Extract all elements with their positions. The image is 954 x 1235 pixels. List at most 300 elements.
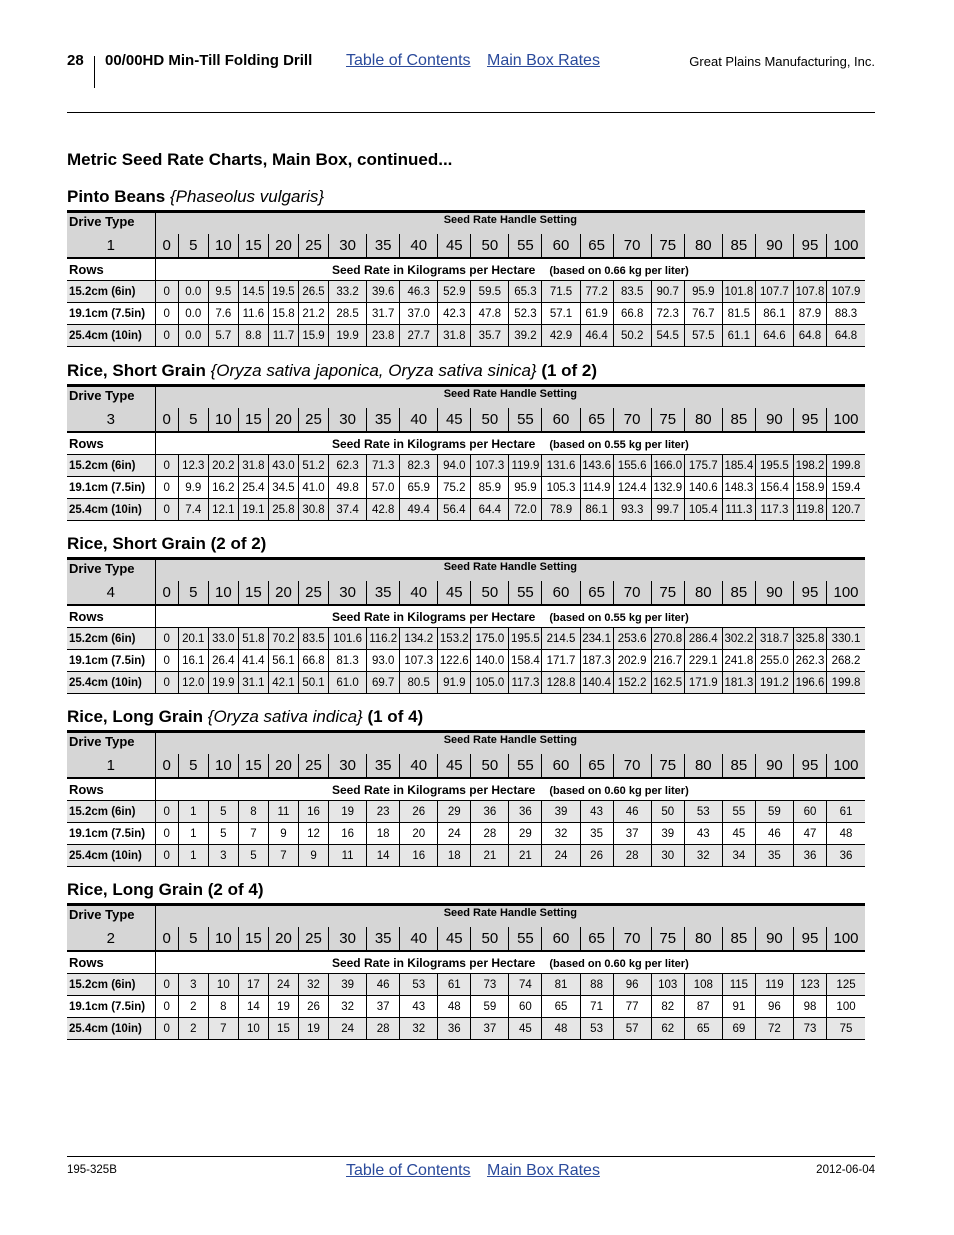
rate-cell: 162.5: [651, 672, 684, 694]
rate-cell: 120.7: [827, 499, 865, 521]
rate-cell: 37: [613, 823, 651, 845]
handle-setting-value: 45: [438, 581, 471, 605]
header-row-drive-type: [67, 559, 865, 582]
seed-rate-table: [67, 903, 865, 1040]
rate-cell: 82: [651, 996, 684, 1018]
row-spacing-label: 19.1cm (7.5in): [67, 996, 155, 1018]
rate-cell: 42.1: [268, 672, 298, 694]
handle-setting-value: 35: [367, 754, 400, 778]
rate-cell: 16: [298, 801, 328, 823]
rate-cell: 36: [509, 801, 542, 823]
rate-cell: 2: [178, 1018, 208, 1040]
rate-header-label: Seed Rate in Kilograms per Hectare: [331, 955, 536, 970]
header-rule: [67, 112, 875, 113]
handle-setting-value: 0: [155, 408, 178, 432]
rate-cell: 86.1: [580, 499, 613, 521]
handle-setting-value: 5: [178, 408, 208, 432]
rate-cell: 14: [238, 996, 268, 1018]
handle-setting-value: 55: [509, 927, 542, 951]
document-title: 00/00HD Min-Till Folding Drill: [105, 52, 313, 69]
seed-rate-table: [67, 730, 865, 867]
rate-cell: 140.4: [580, 672, 613, 694]
rate-cell: 5: [238, 845, 268, 867]
rate-cell: 32: [329, 996, 367, 1018]
handle-setting-value: 50: [471, 754, 509, 778]
handle-setting-value: 85: [722, 927, 755, 951]
rate-cell: 195.5: [755, 455, 793, 477]
rate-cell: 158.9: [793, 477, 826, 499]
table-row: [67, 1018, 865, 1040]
publication-date: 2012-06-04: [816, 1164, 875, 1176]
rate-cell: 96: [755, 996, 793, 1018]
rate-cell: 39.2: [509, 325, 542, 347]
rate-cell: 8: [208, 996, 238, 1018]
rate-cell: 50.2: [613, 325, 651, 347]
rate-cell: 216.7: [651, 650, 684, 672]
handle-setting-value: 25: [298, 234, 328, 258]
rate-cell: 119: [755, 974, 793, 996]
rate-cell: 0: [155, 1018, 178, 1040]
rate-cell: 37.4: [329, 499, 367, 521]
table-title-name: Rice, Long Grain: [67, 707, 204, 726]
handle-setting-value: 80: [684, 927, 722, 951]
rate-cell: 53: [684, 801, 722, 823]
rate-cell: 12: [298, 823, 328, 845]
rate-cell: 34.5: [268, 477, 298, 499]
seed-density-basis: (based on 0.60 kg per liter): [549, 957, 689, 970]
rate-cell: 95.9: [509, 477, 542, 499]
rate-cell: 107.9: [827, 281, 865, 303]
rate-cell: 19.9: [329, 325, 367, 347]
rate-cell: 5: [208, 801, 238, 823]
handle-setting-value: 35: [367, 408, 400, 432]
rate-cell: 12.1: [208, 499, 238, 521]
rate-cell: 51.8: [238, 628, 268, 650]
handle-setting-value: 40: [400, 927, 438, 951]
rate-cell: 32: [400, 1018, 438, 1040]
rate-cell: 255.0: [755, 650, 793, 672]
table-row: [67, 823, 865, 845]
table-row: [67, 303, 865, 325]
rate-cell: 171.7: [542, 650, 580, 672]
rate-cell: 28: [613, 845, 651, 867]
rate-cell: 117.3: [755, 499, 793, 521]
rate-cell: 31.1: [238, 672, 268, 694]
rate-cell: 62: [651, 1018, 684, 1040]
rate-cell: 196.6: [793, 672, 826, 694]
row-spacing-label: 19.1cm (7.5in): [67, 303, 155, 325]
rate-cell: 124.4: [613, 477, 651, 499]
rate-cell: 90.7: [651, 281, 684, 303]
table-title: [67, 707, 423, 727]
rate-cell: 33.0: [208, 628, 238, 650]
handle-setting-value: 75: [651, 581, 684, 605]
rate-cell: 199.8: [827, 455, 865, 477]
handle-setting-value: 80: [684, 754, 722, 778]
rate-cell: 152.2: [613, 672, 651, 694]
rate-cell: 91.9: [438, 672, 471, 694]
rate-cell: 29: [509, 823, 542, 845]
footer-table-of-contents-link[interactable]: Table of Contents: [346, 1162, 471, 1179]
rate-cell: 82.3: [400, 455, 438, 477]
rate-cell: 74: [509, 974, 542, 996]
handle-setting-value: 95: [793, 234, 826, 258]
rate-cell: 21: [509, 845, 542, 867]
handle-setting-value: 55: [509, 234, 542, 258]
rate-cell: 43: [580, 801, 613, 823]
header-row-settings: [67, 408, 865, 432]
rate-cell: 0.0: [178, 303, 208, 325]
rate-cell: 62.3: [329, 455, 367, 477]
handle-setting-value: 15: [238, 408, 268, 432]
rate-cell: 65.9: [400, 477, 438, 499]
rate-cell: 0: [155, 801, 178, 823]
rate-cell: 175.7: [684, 455, 722, 477]
rate-cell: 65: [684, 1018, 722, 1040]
table-title: [67, 880, 264, 900]
handle-setting-value: 65: [580, 234, 613, 258]
rate-cell: 59: [755, 801, 793, 823]
rate-cell: 302.2: [722, 628, 755, 650]
handle-setting-value: 65: [580, 754, 613, 778]
header-row-settings: [67, 581, 865, 605]
rate-cell: 26: [298, 996, 328, 1018]
rate-cell: 61.0: [329, 672, 367, 694]
main-box-rates-link[interactable]: Main Box Rates: [487, 52, 600, 69]
rate-cell: 19: [329, 801, 367, 823]
rate-cell: 107.3: [471, 455, 509, 477]
rate-cell: 73: [471, 974, 509, 996]
rate-cell: 119.8: [793, 499, 826, 521]
rate-cell: 42.9: [542, 325, 580, 347]
rate-cell: 77.2: [580, 281, 613, 303]
seed-density-basis: (based on 0.66 kg per liter): [549, 264, 689, 277]
rate-cell: 15.8: [268, 303, 298, 325]
handle-setting-value: 5: [178, 754, 208, 778]
table-title-name: Pinto Beans: [67, 187, 166, 206]
rate-cell: 115: [722, 974, 755, 996]
rate-cell: 19.5: [268, 281, 298, 303]
rate-cell: 31.7: [367, 303, 400, 325]
rate-cell: 26: [400, 801, 438, 823]
rate-cell: 46: [367, 974, 400, 996]
rate-cell: 56.4: [438, 499, 471, 521]
drive-type-value: 3: [67, 408, 155, 432]
rate-cell: 187.3: [580, 650, 613, 672]
drive-type-label: Drive Type: [67, 905, 155, 928]
drive-type-label: Drive Type: [67, 732, 155, 755]
handle-setting-value: 80: [684, 581, 722, 605]
rate-cell: 46: [613, 801, 651, 823]
handle-setting-label: Seed Rate Handle Setting: [155, 386, 865, 409]
rate-cell: 39: [329, 974, 367, 996]
rate-cell: 46.4: [580, 325, 613, 347]
rate-cell: 195.5: [509, 628, 542, 650]
rate-cell: 15.9: [298, 325, 328, 347]
rate-cell: 166.0: [651, 455, 684, 477]
handle-setting-value: 60: [542, 408, 580, 432]
rate-cell: 3: [178, 974, 208, 996]
rate-cell: 28: [367, 1018, 400, 1040]
rate-cell: 47: [793, 823, 826, 845]
rate-cell: 35: [580, 823, 613, 845]
rate-cell: 81.5: [722, 303, 755, 325]
handle-setting-value: 55: [509, 754, 542, 778]
rate-cell: 49.4: [400, 499, 438, 521]
handle-setting-value: 35: [367, 927, 400, 951]
header-row-settings: [67, 234, 865, 258]
seed-density-basis: (based on 0.55 kg per liter): [549, 438, 689, 451]
rate-cell: 37.0: [400, 303, 438, 325]
handle-setting-value: 20: [268, 234, 298, 258]
rate-cell: 52.9: [438, 281, 471, 303]
rows-label: Rows: [67, 432, 155, 455]
table-title-name: Rice, Long Grain: [67, 880, 204, 899]
handle-setting-value: 10: [208, 234, 238, 258]
rate-cell: 11: [268, 801, 298, 823]
rate-cell: 32: [542, 823, 580, 845]
rate-cell: 59.5: [471, 281, 509, 303]
rate-cell: 134.2: [400, 628, 438, 650]
rate-cell: 123: [793, 974, 826, 996]
rate-cell: 88: [580, 974, 613, 996]
handle-setting-value: 85: [722, 581, 755, 605]
header-row-drive-type: [67, 212, 865, 235]
rate-cell: 16: [400, 845, 438, 867]
rate-cell: 23.8: [367, 325, 400, 347]
rate-cell: 99.7: [651, 499, 684, 521]
rate-cell: 140.6: [684, 477, 722, 499]
rate-cell: 54.5: [651, 325, 684, 347]
handle-setting-value: 50: [471, 581, 509, 605]
rate-cell: 198.2: [793, 455, 826, 477]
rate-cell: 50.1: [298, 672, 328, 694]
rate-cell: 153.2: [438, 628, 471, 650]
row-spacing-label: 15.2cm (6in): [67, 281, 155, 303]
row-spacing-label: 19.1cm (7.5in): [67, 823, 155, 845]
rate-cell: 36: [793, 845, 826, 867]
table-row: [67, 845, 865, 867]
rate-header: [155, 951, 865, 974]
page-header: [67, 50, 875, 88]
rate-header-label: Seed Rate in Kilograms per Hectare: [331, 436, 536, 451]
rate-cell: 66.8: [298, 650, 328, 672]
handle-setting-value: 65: [580, 408, 613, 432]
handle-setting-label: Seed Rate Handle Setting: [155, 732, 865, 755]
table-of-contents-link[interactable]: Table of Contents: [346, 52, 471, 69]
rate-cell: 105.4: [684, 499, 722, 521]
handle-setting-value: 70: [613, 754, 651, 778]
rate-cell: 158.4: [509, 650, 542, 672]
rate-cell: 47.8: [471, 303, 509, 325]
handle-setting-value: 30: [329, 754, 367, 778]
rate-cell: 318.7: [755, 628, 793, 650]
rate-cell: 107.8: [793, 281, 826, 303]
rate-cell: 270.8: [651, 628, 684, 650]
handle-setting-value: 60: [542, 581, 580, 605]
rate-header: [155, 605, 865, 628]
rate-cell: 116.2: [367, 628, 400, 650]
rate-cell: 0: [155, 974, 178, 996]
rate-cell: 24: [329, 1018, 367, 1040]
rate-cell: 122.6: [438, 650, 471, 672]
rate-cell: 75: [827, 1018, 865, 1040]
rate-cell: 48: [827, 823, 865, 845]
header-row-drive-type: [67, 386, 865, 409]
rate-cell: 20.1: [178, 628, 208, 650]
rate-cell: 202.9: [613, 650, 651, 672]
rate-cell: 191.2: [755, 672, 793, 694]
rate-cell: 60: [793, 801, 826, 823]
rate-cell: 78.9: [542, 499, 580, 521]
rate-cell: 56.1: [268, 650, 298, 672]
rate-cell: 26: [580, 845, 613, 867]
rate-cell: 0: [155, 823, 178, 845]
rate-cell: 42.8: [367, 499, 400, 521]
rate-cell: 42.3: [438, 303, 471, 325]
handle-setting-value: 70: [613, 234, 651, 258]
rate-cell: 100: [827, 996, 865, 1018]
rate-header-label: Seed Rate in Kilograms per Hectare: [331, 609, 536, 624]
handle-setting-value: 30: [329, 581, 367, 605]
table-row: [67, 477, 865, 499]
handle-setting-value: 60: [542, 927, 580, 951]
handle-setting-value: 60: [542, 234, 580, 258]
rate-cell: 175.0: [471, 628, 509, 650]
rate-cell: 325.8: [793, 628, 826, 650]
handle-setting-value: 40: [400, 754, 438, 778]
rate-cell: 105.3: [542, 477, 580, 499]
row-spacing-label: 25.4cm (10in): [67, 1018, 155, 1040]
handle-setting-value: 25: [298, 754, 328, 778]
rate-cell: 35.7: [471, 325, 509, 347]
handle-setting-value: 15: [238, 927, 268, 951]
footer-rule: [67, 1156, 875, 1157]
rate-cell: 105.0: [471, 672, 509, 694]
handle-setting-value: 0: [155, 581, 178, 605]
table-row: [67, 974, 865, 996]
handle-setting-value: 0: [155, 234, 178, 258]
seed-rate-table: [67, 557, 865, 694]
rate-cell: 330.1: [827, 628, 865, 650]
rate-cell: 21.2: [298, 303, 328, 325]
row-spacing-label: 15.2cm (6in): [67, 801, 155, 823]
rate-cell: 69: [722, 1018, 755, 1040]
rate-cell: 19: [268, 996, 298, 1018]
handle-setting-value: 75: [651, 754, 684, 778]
rate-cell: 45: [722, 823, 755, 845]
rate-cell: 66.8: [613, 303, 651, 325]
rate-cell: 132.9: [651, 477, 684, 499]
rate-cell: 53: [400, 974, 438, 996]
rate-header: [155, 778, 865, 801]
table-row: [67, 628, 865, 650]
rate-cell: 75.2: [438, 477, 471, 499]
rate-cell: 51.2: [298, 455, 328, 477]
rate-cell: 0: [155, 281, 178, 303]
rate-cell: 2: [178, 996, 208, 1018]
rate-cell: 72.0: [509, 499, 542, 521]
table-row: [67, 499, 865, 521]
rate-cell: 80.5: [400, 672, 438, 694]
rate-cell: 43: [400, 996, 438, 1018]
table-row: [67, 455, 865, 477]
rate-cell: 1: [178, 801, 208, 823]
rate-cell: 32: [684, 845, 722, 867]
footer-main-box-rates-link[interactable]: Main Box Rates: [487, 1162, 600, 1179]
rate-cell: 101.6: [329, 628, 367, 650]
rate-cell: 5.7: [208, 325, 238, 347]
rate-cell: 57: [613, 1018, 651, 1040]
row-spacing-label: 25.4cm (10in): [67, 672, 155, 694]
rate-cell: 16.1: [178, 650, 208, 672]
handle-setting-value: 15: [238, 754, 268, 778]
rate-cell: 119.9: [509, 455, 542, 477]
rate-cell: 7: [238, 823, 268, 845]
rate-cell: 214.5: [542, 628, 580, 650]
rate-cell: 11: [329, 845, 367, 867]
rate-cell: 57.5: [684, 325, 722, 347]
handle-setting-value: 95: [793, 408, 826, 432]
rate-cell: 30.8: [298, 499, 328, 521]
header-row-rates: [67, 258, 865, 281]
rate-cell: 87: [684, 996, 722, 1018]
table-row: [67, 325, 865, 347]
handle-setting-value: 10: [208, 408, 238, 432]
rate-cell: 36: [827, 845, 865, 867]
rate-cell: 43.0: [268, 455, 298, 477]
header-row-drive-type: [67, 732, 865, 755]
handle-setting-value: 25: [298, 927, 328, 951]
rate-cell: 0: [155, 672, 178, 694]
header-row-rates: [67, 432, 865, 455]
rate-cell: 37: [471, 1018, 509, 1040]
seed-density-basis: (based on 0.60 kg per liter): [549, 784, 689, 797]
handle-setting-value: 40: [400, 234, 438, 258]
rate-cell: 39: [651, 823, 684, 845]
handle-setting-label: Seed Rate Handle Setting: [155, 559, 865, 582]
rate-cell: 107.7: [755, 281, 793, 303]
handle-setting-value: 70: [613, 581, 651, 605]
rate-cell: 50: [651, 801, 684, 823]
handle-setting-value: 85: [722, 408, 755, 432]
rate-cell: 24: [268, 974, 298, 996]
handle-setting-value: 80: [684, 234, 722, 258]
handle-setting-value: 20: [268, 754, 298, 778]
handle-setting-value: 5: [178, 927, 208, 951]
rate-cell: 55: [722, 801, 755, 823]
drive-type-value: 4: [67, 581, 155, 605]
rate-cell: 108: [684, 974, 722, 996]
rate-cell: 61: [438, 974, 471, 996]
rate-cell: 0: [155, 455, 178, 477]
rate-cell: 72: [755, 1018, 793, 1040]
rate-cell: 26.5: [298, 281, 328, 303]
handle-setting-value: 100: [827, 927, 865, 951]
row-spacing-label: 15.2cm (6in): [67, 628, 155, 650]
rate-cell: 9.9: [178, 477, 208, 499]
rate-cell: 7: [268, 845, 298, 867]
handle-setting-value: 25: [298, 581, 328, 605]
rate-cell: 36: [471, 801, 509, 823]
rate-cell: 25.4: [238, 477, 268, 499]
rate-cell: 8: [238, 801, 268, 823]
seed-rate-table: [67, 384, 865, 521]
rate-cell: 12.3: [178, 455, 208, 477]
handle-setting-value: 75: [651, 408, 684, 432]
table-title-latin-name: {Phaseolus vulgaris}: [169, 187, 325, 206]
rate-cell: 17: [238, 974, 268, 996]
